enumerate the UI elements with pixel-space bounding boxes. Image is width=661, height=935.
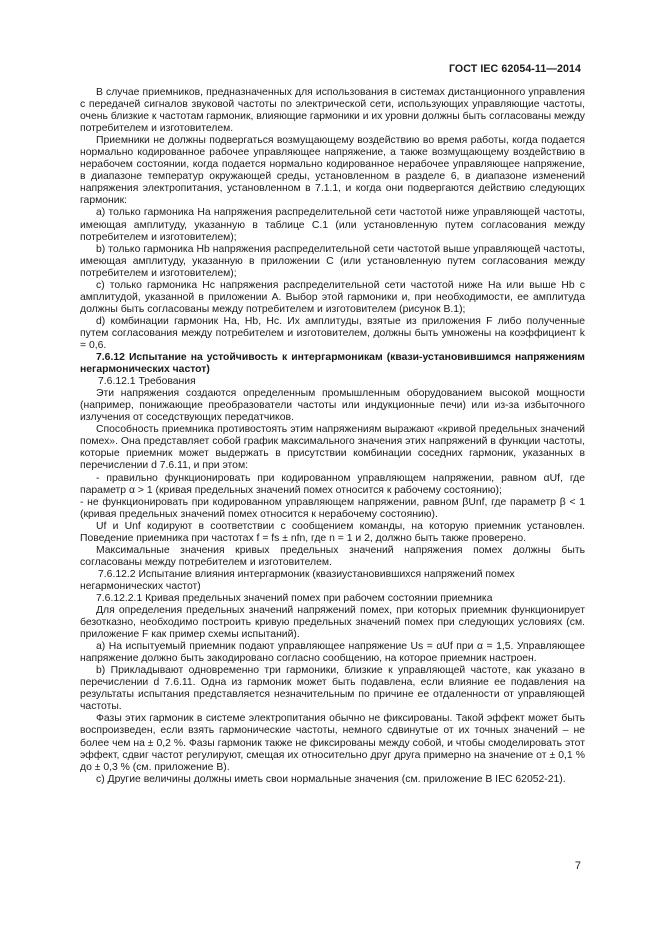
condition-b: b) Прикладывают одновременно три гармоники, близкие к управляющей частоте, как указано в перечислении d 7.6.11. Одна из гармоник может быть подавлена, если влияние ее подавления на результаты испытания представляется незначительным по причине ее отдаленности от управляющей частоты. [80,665,585,713]
paragraph-max-values: Максимальные значения кривых предельных значений напряжения помех должны быть согласованы между потребителем и изготовителем. [80,544,585,568]
paragraph-uf-unf: Uf и Unf кодируют в соответствии с сообщением команды, на которую приемник установлен. Поведение приемника при частотах f = fs ± nfn, где n = 1 и 2, должно быть также проверено. [80,520,585,544]
paragraph-phases: Фазы этих гармоник в системе электропитания обычно не фиксированы. Такой эффект может быть воспроизведен, если взять гармонические частоты, немного сдвинутые от их точных значений – не более чем на ± 0,2 %. Фазы гармоник также не фиксированы между собой, и чтобы смоделировать этот эффект, сдвиг частот регулируют, смещая их относительно друг друга примерно на значение от ± 0,1 % до ± 0,3 % (см. приложение В). [80,713,585,773]
subsection-heading-7-6-12-1: 7.6.12.1 Требования [98,376,196,388]
subsection-heading-7-6-12-2: 7.6.12.2 Испытание влияния интергармоник (квазиустановившихся напряжений помех негармонических частот) [80,568,515,592]
list-item-b: b) только гармоника Hb напряжения распределительной сети частотой выше управляющей частоты, имеющая амплитуду, указанную в приложении С (или установленную путем согласования между потребителем и изготовителем); [80,243,585,279]
paragraph-immunity: Приемники не должны подвергаться возмущающему воздействию во время работы, когда подается нормально кодированное рабочее управляющее напряжение, а также возмущающему воздействию в нерабочем состоянии, когда подается нормально кодированное нерабочее управляющее напряжение, в диапазоне температур окружающей среды, установленном в разделе 6, в диапазоне изменений напряжения электропитания, установленном в 7.1.1, и когда они подвергаются действию следующих гармоник: [80,135,585,207]
list-item-dash-1: - правильно функционировать при кодированном управляющем напряжении, равном αUf, где параметр α > 1 (кривая предельных значений помех относится к рабочему состоянию); [80,472,585,496]
list-item-dash-2: - не функционировать при кодированном управляющем напряжении, равном βUnf, где параметр β < 1 (кривая предельных значений помех относится к нерабочему состоянию). [80,496,585,520]
paragraph-sources: Эти напряжения создаются определенным промышленным оборудованием высокой мощности (например, понижающие преобразователи частоты или индукционные печи) или из-за избыточного излучения от соседствующих передатчиков. [80,388,585,424]
document-body [80,87,585,786]
paragraph-intro: В случае приемников, предназначенных для использования в системах дистанционного управления с передачей сигналов звуковой частоты по электрической сети, использующих управляющие частоты, очень близкие к частотам гармоник, влияющие гармоники и их уровни должны быть согласованы между потребителем и изготовителем. [80,87,585,135]
section-heading-7-6-12: 7.6.12 Испытание на устойчивость к интергармоникам (квази-установившимся напряжениям негармонических частот) [80,352,585,376]
page-number: 7 [574,860,581,872]
document-header: ГОСТ IEC 62054-11—2014 [448,63,581,75]
paragraph-curve: Способность приемника противостоять этим напряжениям выражают «кривой предельных значений помех». Она представляет собой график максимального значения этих напряжений в функции частоты, которые приемник может выдержать в присутствии комбинации соседних гармоник, указанных в перечислении d 7.6.11, и при этом: [80,424,585,472]
list-item-a: a) только гармоника На напряжения распределительной сети частотой ниже управляющей частоты, имеющая амплитуду, указанную в таблице С.1 (или установленную путем согласования между потребителем и изготовителем); [80,207,585,243]
list-item-c: c) только гармоника Нс напряжения распределительной сети частотой ниже На или выше Hb с амплитудой, указанной в приложении А. Выбор этой гармоники и, при необходимости, ее амплитуда должны быть согласованы между потребителем и изготовителем (рисунок В.1); [80,279,585,315]
subsection-heading-7-6-12-2-1: 7.6.12.2.1 Кривая предельных значений помех при рабочем состоянии приемника [96,592,493,604]
list-item-d: d) комбинации гармоник На, Hb, Нс. Их амплитуды, взятые из приложения F либо полученные путем согласования между потребителем и изготовителем, должны быть умножены на коэффициент k = 0,6. [80,315,585,351]
condition-a: a) На испытуемый приемник подают управляющее напряжение Us = αUf при α = 1,5. Управляющее напряжение должно быть закодировано согласно сообщению, на которое приемник настроен. [80,641,585,665]
condition-c: c) Другие величины должны иметь свои нормальные значения (см. приложение В IEC 62052-21). [96,773,566,785]
paragraph-conditions: Для определения предельных значений напряжений помех, при которых приемник функционирует безотказно, необходимо построить кривую предельных значений помех при следующих условиях (см. приложение F как пример схемы испытаний). [80,605,585,641]
